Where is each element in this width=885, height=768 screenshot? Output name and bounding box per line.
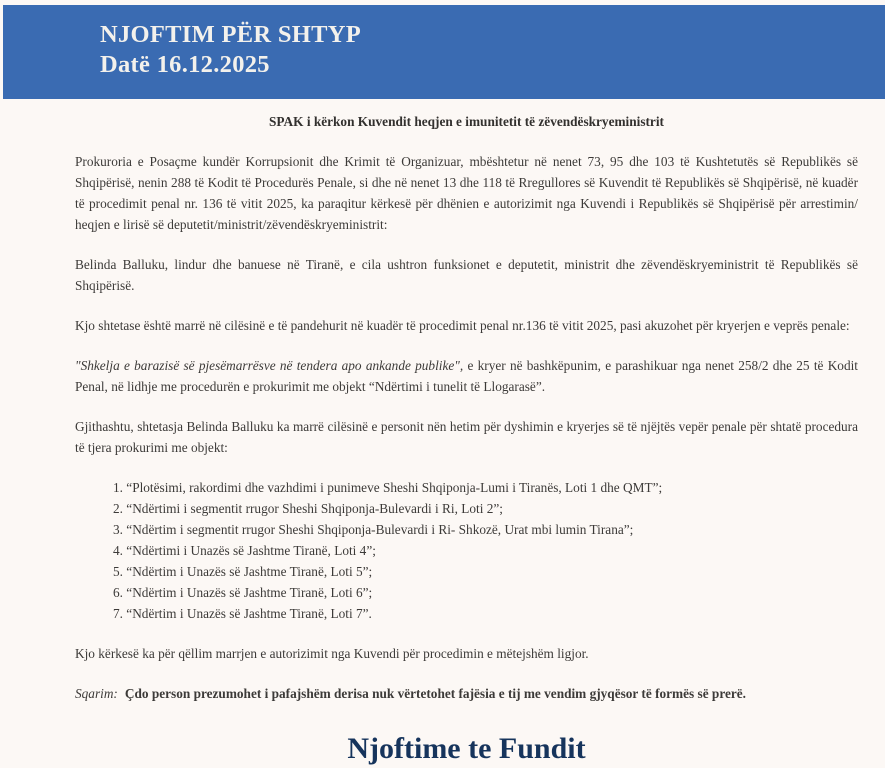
disclaimer-label: Sqarim: <box>75 686 118 701</box>
banner-date: Datë 16.12.2025 <box>100 51 270 78</box>
paragraph-charge <box>75 355 858 397</box>
list-item: 7. “Ndërtim i Unazës së Jashtme Tiranë, Loti 7”. <box>113 606 372 621</box>
list-item: 6. “Ndërtim i Unazës së Jashtme Tiranë, Loti 6”; <box>113 585 373 600</box>
disclaimer-text: Çdo person prezumohet i pafajshëm derisa nuk vërtetohet fajësia e tij me vendim gjyqësor të formës së prerë. <box>124 686 747 701</box>
banner-title: NJOFTIM PËR SHTYP <box>100 21 361 48</box>
procurement-list <box>75 477 858 624</box>
list-item: 3. “Ndërtim i segmentit rrugor Sheshi Shqiponja-Bulevardi i Ri- Shkozë, Urat mbi lumin Tirana”; <box>113 522 634 537</box>
paragraph-intro: Prokuroria e Posaçme kundër Korrupsionit dhe Krimit të Organizuar, mbështetur në nenet 73, 95 dhe 103 të Kushtetutës së Republikës së Shqipërisë, nenin 288 të Kodit të Procedurës Penale, si dhe në nenet 13 dhe 118 të Rregullores së Kuvendit të Republikës së Shqipërisë, në kuadër të procedimit penal nr. 136 të vitit 2025, ka paraqitur kërkesë për dhënien e autorizimit nga Kuvendi i Republikës së Shqipërisë për arrestimin/ heqjen e lirisë së deputetit/ministrit/zëvendëskryeministrit: <box>75 154 858 232</box>
paragraph-disclaimer <box>75 683 858 704</box>
paragraph-also: Gjithashtu, shtetasja Belinda Balluku ka marrë cilësinë e personit nën hetim për dyshimin e kryerjes së të njëjtës vepër penale për shtatë procedura të tjera prokurimi me objekt: <box>75 419 858 455</box>
press-release-page <box>0 5 885 765</box>
paragraph-person: Belinda Balluku, lindur dhe banuese në Tiranë, e cila ushtron funksionet e deputetit, ministrit dhe zëvendëskryeministrit të Republikës së Shqipërisë. <box>75 257 858 293</box>
headline: SPAK i kërkon Kuvendit heqjen e imunitetit të zëvendëskryeministrit <box>269 114 664 129</box>
charge-rest: e kryer në bashkëpunim, e parashikuar nga nenet 258/2 dhe 25 të Kodit Penal, në lidhje me procedurën e prokurimit me objekt “Ndërtimi i tunelit të Llogarasë”. <box>75 358 858 394</box>
paragraph-defendant: Kjo shtetase është marrë në cilësinë e të pandehurit në kuadër të procedimit penal nr.136 të vitit 2025, pasi akuzohet për kryerjen e veprës penale: <box>75 318 850 333</box>
paragraph-purpose: Kjo kërkesë ka për qëllim marrjen e autorizimit nga Kuvendi për procedimin e mëtejshëm ligjor. <box>75 646 589 661</box>
press-release-body <box>75 111 858 704</box>
latest-news-heading: Njoftime te Fundit <box>347 732 586 765</box>
list-item: 2. “Ndërtimi i segmentit rrugor Sheshi Shqiponja-Bulevardi i Ri, Loti 2”; <box>113 501 503 516</box>
list-item: 4. “Ndërtimi i Unazës së Jashtme Tiranë, Loti 4”; <box>113 543 376 558</box>
charge-quote: "Shkelja e barazisë së pjesëmarrësve në tendera apo ankande publike", <box>75 358 464 373</box>
press-release-banner <box>3 5 885 99</box>
list-item: 5. “Ndërtim i Unazës së Jashtme Tiranë, Loti 5”; <box>113 564 373 579</box>
list-item: 1. “Plotësimi, rakordimi dhe vazhdimi i punimeve Sheshi Shqiponja-Lumi i Tiranës, Loti 1 dhe QMT”; <box>113 480 663 495</box>
